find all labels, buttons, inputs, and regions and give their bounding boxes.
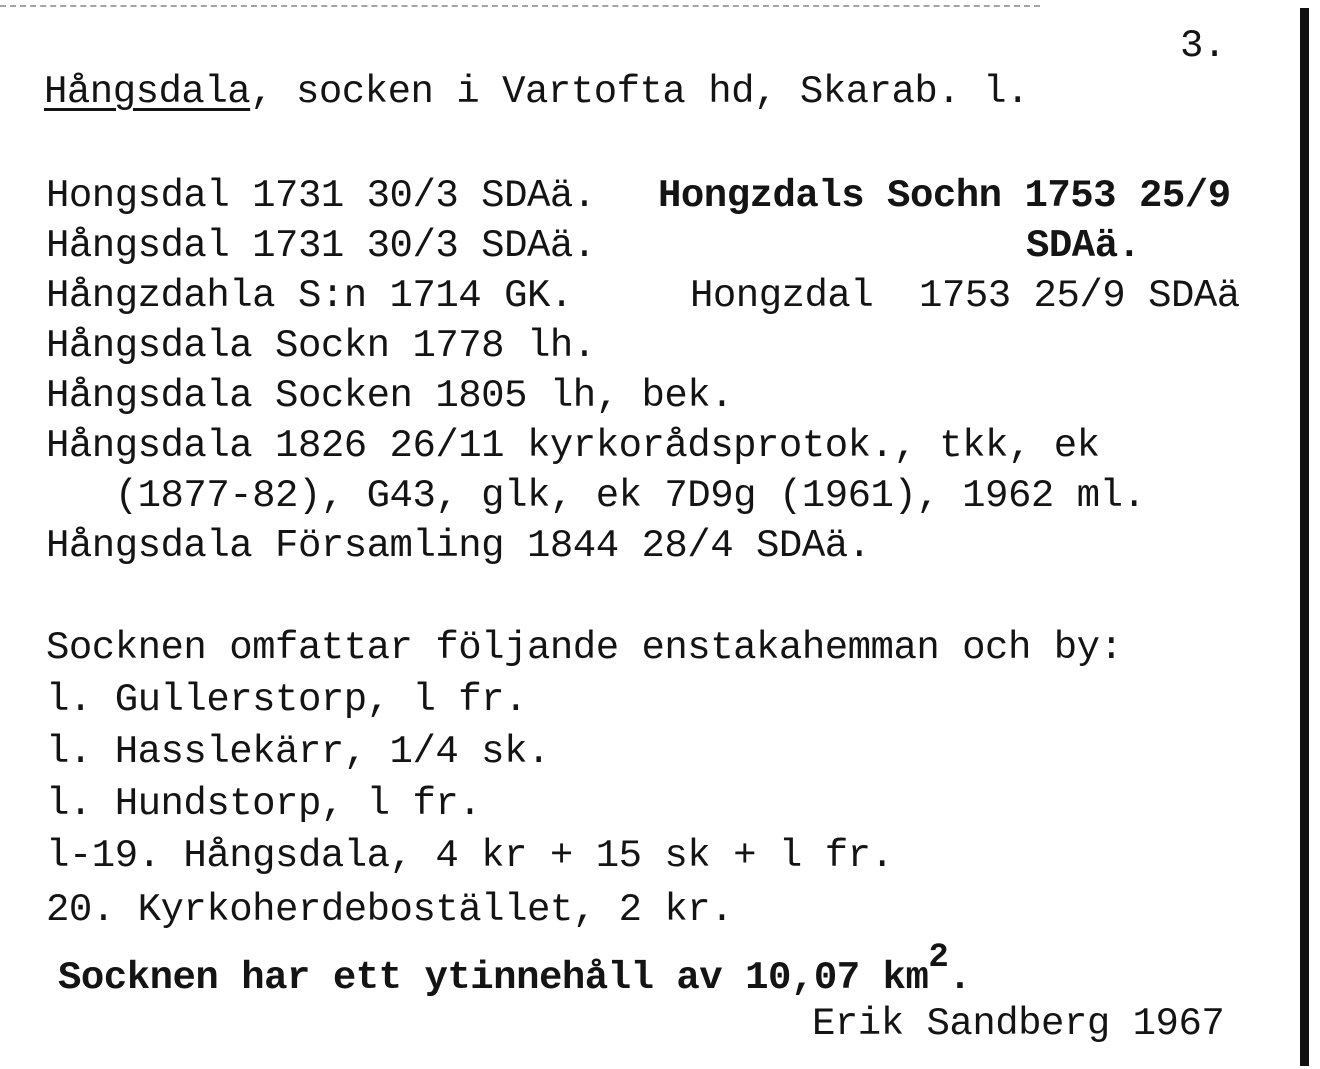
page-number: 3. [1180,24,1226,68]
area-statement [58,939,972,1002]
farm-item-5: 20. Kyrkoherdebostället, 2 kr. [46,888,734,932]
record-line-1: Hongsdal 1731 30/3 SDAä. [46,174,596,218]
record-right-line-3: Hongzdal 1753 25/9 SDAä [690,274,1240,318]
record-line-3: Hångzdahla S:n 1714 GK. [46,274,573,318]
record-line-8: Hångsdala Församling 1844 28/4 SDAä. [46,524,871,568]
top-edge-rule [0,5,1040,7]
parish-heading [44,70,1029,114]
area-exponent: 2 [928,939,949,977]
farm-item-1: l. Gullerstorp, l fr. [46,678,527,722]
farms-intro: Socknen omfattar följande enstakahemman och by: [46,626,1123,670]
parish-location: , socken i Vartofta hd, Skarab. l. [250,70,1029,114]
record-line-5: Hångsdala Socken 1805 lh, bek. [46,374,734,418]
record-line-4: Hångsdala Sockn 1778 lh. [46,324,596,368]
farm-item-2: l. Hasslekärr, 1/4 sk. [46,730,550,774]
area-end: . [948,956,972,1000]
record-line-2: Hångsdal 1731 30/3 SDAä. [46,224,596,268]
farm-item-4: l-19. Hångsdala, 4 kr + 15 sk + l fr. [46,834,894,878]
record-line-6: Hångsdala 1826 26/11 kyrkorådsprotok., tkk, ek [46,424,1100,468]
signature: Erik Sandberg 1967 [812,1002,1225,1046]
record-line-7: (1877-82), G43, glk, ek 7D9g (1961), 1962 ml. [46,474,1146,518]
card-right-edge [1300,8,1309,1066]
parish-name: Hångsdala [44,70,251,114]
record-right-line-1: Hongzdals Sochn 1753 25/9 [658,174,1231,218]
farm-item-3: l. Hundstorp, l fr. [46,782,482,826]
record-right-line-2: SDAä. [1026,224,1141,268]
area-text: Socknen har ett ytinnehåll av 10,07 km [58,956,929,1000]
